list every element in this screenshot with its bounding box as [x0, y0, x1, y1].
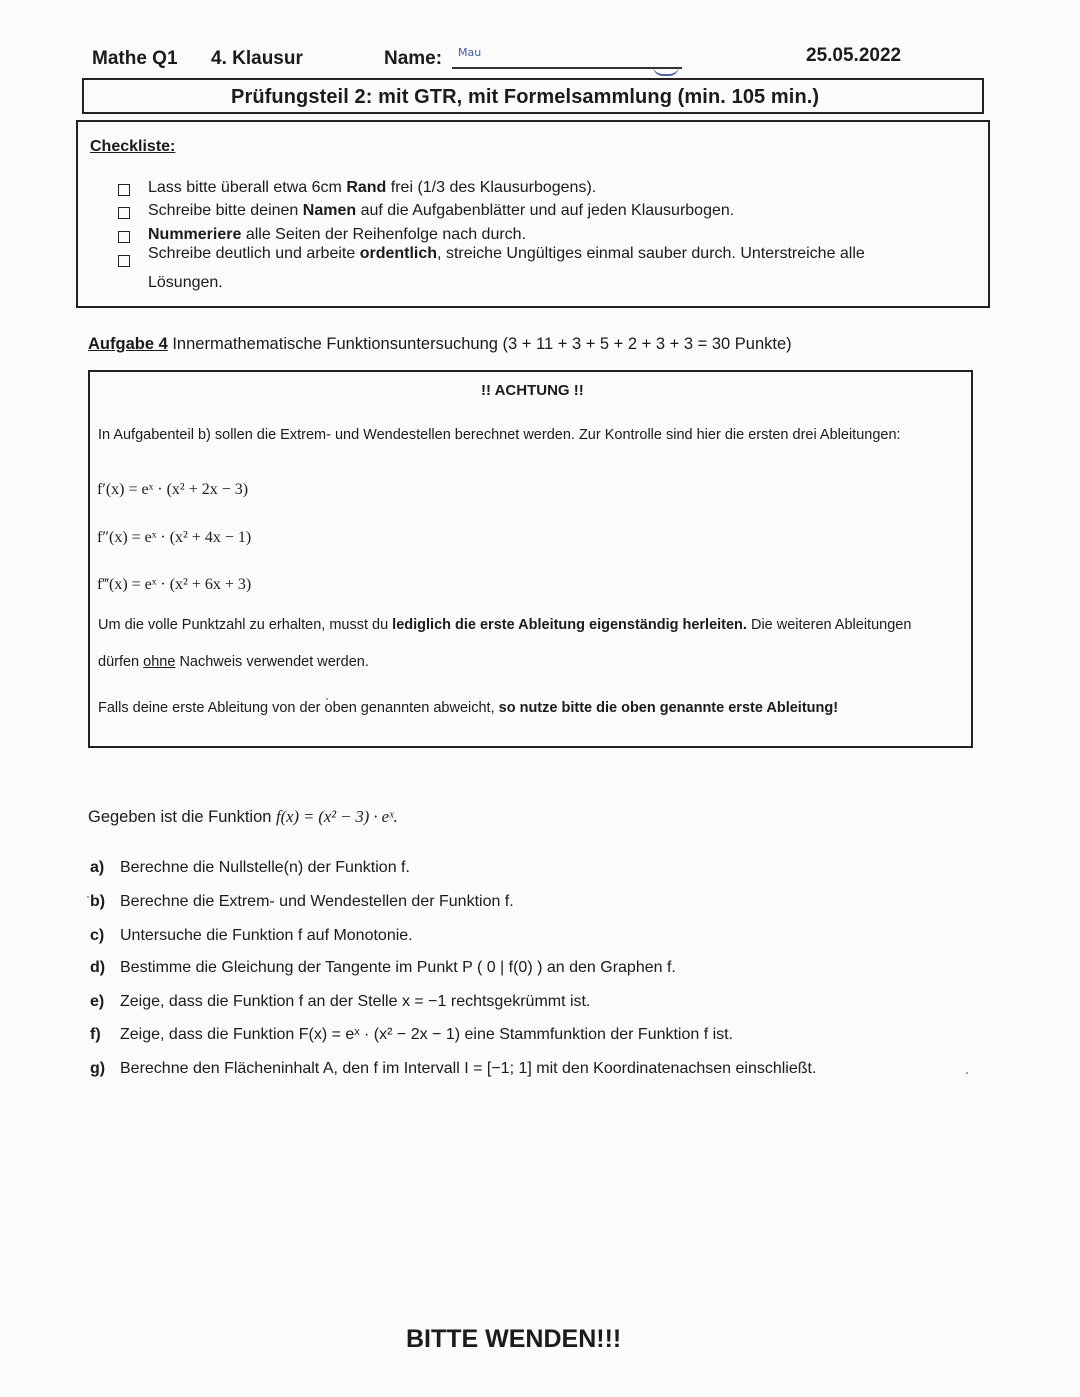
checklist-item-continued: Lösungen. — [148, 274, 223, 291]
checkbox-3 — [118, 231, 130, 243]
given-function: Gegeben ist die Funktion f(x) = (x² − 3) · eˣ. — [88, 807, 398, 826]
subtask-a: a) Berechne die Nullstelle(n) der Funktion f. — [90, 859, 410, 876]
course-label: Mathe Q1 — [92, 48, 178, 69]
subtask-e: e) Zeige, dass die Funktion f an der Stelle x = −1 rechtsgekrümmt ist. — [90, 993, 591, 1010]
function-formula: f(x) = (x² − 3) · eˣ. — [276, 807, 398, 826]
task-label: Aufgabe 4 — [88, 335, 168, 353]
task-heading: Aufgabe 4 Innermathematische Funktionsuntersuchung (3 + 11 + 3 + 5 + 2 + 3 + 3 = 30 Punkte) — [88, 335, 792, 353]
first-derivative: f′(x) = eˣ · (x² + 2x − 3) — [97, 481, 249, 498]
warning-note: Um die volle Punktzahl zu erhalten, musst du lediglich die erste Ableitung eigenständig herleiten. Die weiteren Ableitungen — [98, 617, 912, 633]
subtask-f: f) Zeige, dass die Funktion F(x) = eˣ · (x² − 2x − 1) eine Stammfunktion der Funktion f ist. — [90, 1026, 734, 1043]
subtask-d: d) Bestimme die Gleichung der Tangente im Punkt P ( 0 | f(0) ) an den Graphen f. — [90, 959, 676, 976]
checklist-item: Nummeriere alle Seiten der Reihenfolge nach durch. — [148, 226, 527, 243]
name-underline — [452, 67, 682, 69]
scan-speck — [966, 1072, 968, 1074]
checkbox-4 — [118, 255, 130, 267]
subtask-b: b) Berechne die Extrem- und Wendestellen der Funktion f. — [90, 893, 514, 910]
scan-speck — [326, 698, 328, 700]
turn-page-note: BITTE WENDEN!!! — [406, 1325, 622, 1353]
exam-part-title: Prüfungsteil 2: mit GTR, mit Formelsammlung (min. 105 min.) — [231, 86, 820, 108]
checklist-item: Schreibe deutlich und arbeite ordentlich, streiche Ungültiges einmal sauber durch. Unterstreiche alle — [148, 245, 865, 262]
checklist-item: Schreibe bitte deinen Namen auf die Aufgabenblätter und auf jeden Klausurbogen. — [148, 202, 735, 219]
warning-intro: In Aufgabenteil b) sollen die Extrem- und Wendestellen berechnet werden. Zur Kontrolle sind hier die ersten drei Ableitungen: — [98, 427, 901, 443]
scan-speck — [87, 896, 89, 898]
pen-mark — [653, 66, 679, 76]
exam-label: 4. Klausur — [211, 48, 303, 69]
name-label: Name: — [384, 48, 443, 69]
subtask-c: c) Untersuche die Funktion f auf Monotonie. — [90, 927, 413, 944]
checklist-title: Checkliste: — [90, 138, 176, 155]
second-derivative: f″(x) = eˣ · (x² + 4x − 1) — [97, 529, 252, 546]
exam-date: 25.05.2022 — [806, 45, 902, 66]
third-derivative: f‴(x) = eˣ · (x² + 6x + 3) — [97, 576, 252, 593]
checkbox-1 — [118, 184, 130, 196]
checkbox-2 — [118, 207, 130, 219]
checklist-item: Lass bitte überall etwa 6cm Rand frei (1/3 des Klausurbogens). — [148, 179, 597, 196]
warning-note-2: dürfen ohne Nachweis verwendet werden. — [98, 654, 369, 670]
warning-title: !! ACHTUNG !! — [481, 382, 584, 399]
subtask-g: g) Berechne den Flächeninhalt A, den f im Intervall I = [−1; 1] mit den Koordinatenachsen einschließt. — [90, 1060, 817, 1077]
warning-fallback: Falls deine erste Ableitung von der oben genannten abweicht, so nutze bitte die oben genannte erste Ableitung! — [98, 700, 839, 716]
handwritten-name: Mau — [458, 46, 482, 59]
